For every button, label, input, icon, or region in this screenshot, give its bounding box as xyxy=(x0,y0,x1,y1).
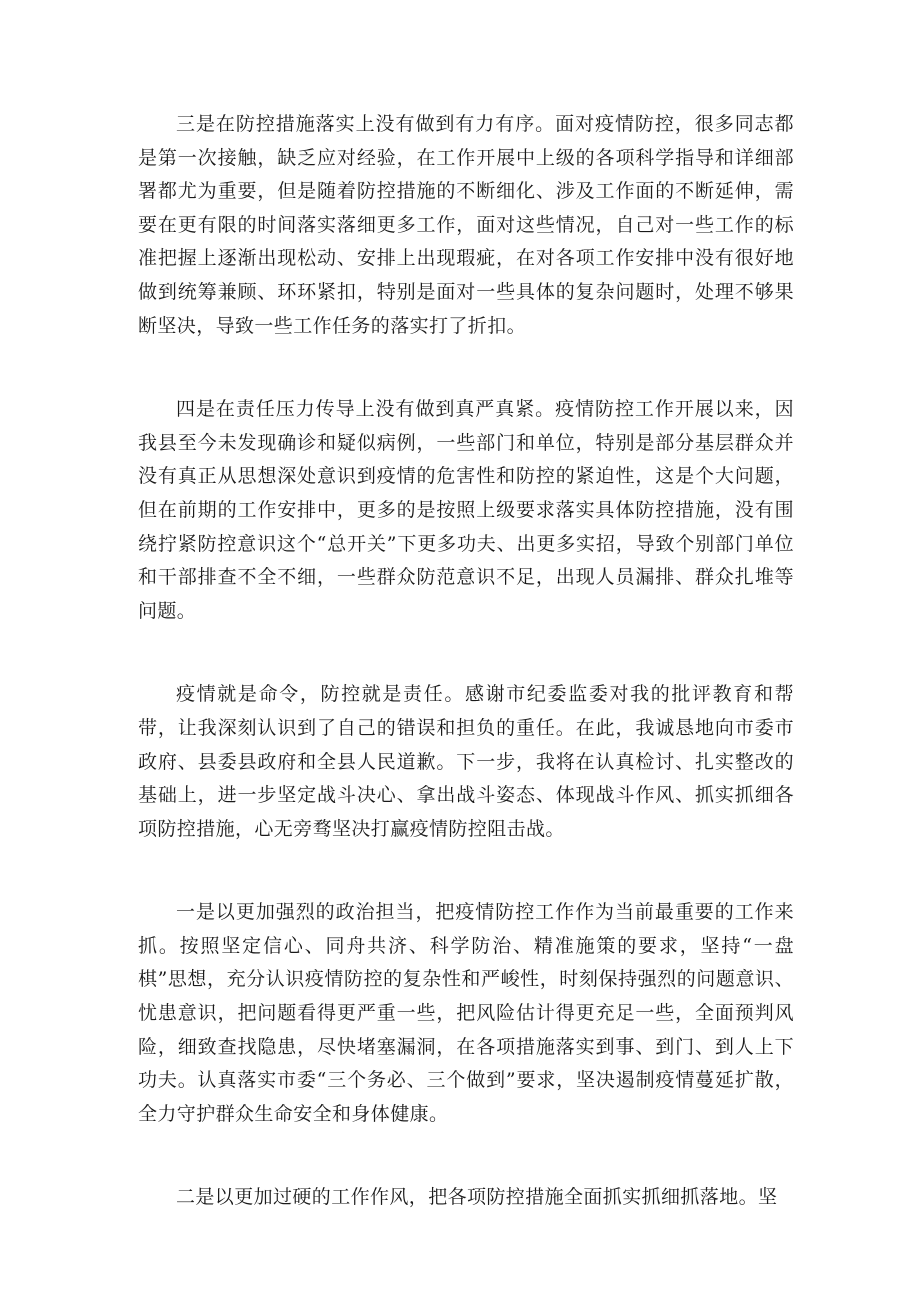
paragraph-political-commitment: 一是以更加强烈的政治担当，把疫情防控工作作为当前最重要的工作来抓。按照坚定信心、同舟共济、科学防治、精准施策的要求，坚持“一盘棋”思想，充分认识疫情防控的复杂性和严峻性，时刻保持强烈的问题意识、忧患意识，把问题看得更严重一些，把风险估计得更充足一些，全面预判风险，细致查找隐患，尽快堵塞漏洞，在各项措施落实到事、到门、到人上下功夫。认真落实市委“三个务必、三个做到”要求，坚决遏制疫情蔓延扩散，全力守护群众生命安全和身体健康。 xyxy=(138,901,794,1125)
paragraph-apology: 疫情就是命令，防控就是责任。感谢市纪委监委对我的批评教育和帮带，让我深刻认识到了自己的错误和担负的重任。在此，我诚恳地向市委市政府、县委县政府和全县人民道歉。下一步，我将在认真检讨、扎实整改的基础上，进一步坚定战斗决心、拿出战斗姿态、体现战斗作风、抓实抓细各项防控措施，心无旁骛坚决打赢疫情防控阻击战。 xyxy=(138,683,794,840)
paragraph-gap xyxy=(138,343,794,393)
paragraph-gap xyxy=(138,846,794,896)
paragraph-gap xyxy=(138,628,794,678)
paragraph-gap xyxy=(138,1131,794,1181)
paragraph-responsibility: 四是在责任压力传导上没有做到真严真紧。疫情防控工作开展以来，因我县至今未发现确诊和疑似病例，一些部门和单位，特别是部分基层群众并没有真正从思想深处意识到疫情的危害性和防控的紧迫性，这是个大问题，但在前期的工作安排中，更多的是按照上级要求落实具体防控措施，没有围绕拧紧防控意识这个“总开关”下更多功夫、出更多实招，导致个别部门单位和干部排查不全不细，一些群众防范意识不足，出现人员漏排、群众扎堆等问题。 xyxy=(138,398,794,622)
paragraph-measures: 三是在防控措施落实上没有做到有力有序。面对疫情防控，很多同志都是第一次接触，缺乏应对经验，在工作开展中上级的各项科学指导和详细部署都尤为重要，但是随着防控措施的不断细化、涉及工作面的不断延伸，需要在更有限的时间落实落细更多工作，面对这些情况，自己对一些工作的标准把握上逐渐出现松动、安排上出现瑕疵，在对各项工作安排中没有很好地做到统筹兼顾、环环紧扣，特别是面对一些具体的复杂问题时，处理不够果断坚决，导致一些工作任务的落实打了折扣。 xyxy=(138,113,794,337)
document-page xyxy=(138,108,794,1215)
paragraph-work-style: 二是以更加过硬的工作作风，把各项防控措施全面抓实抓细抓落地。坚 xyxy=(176,1186,778,1209)
